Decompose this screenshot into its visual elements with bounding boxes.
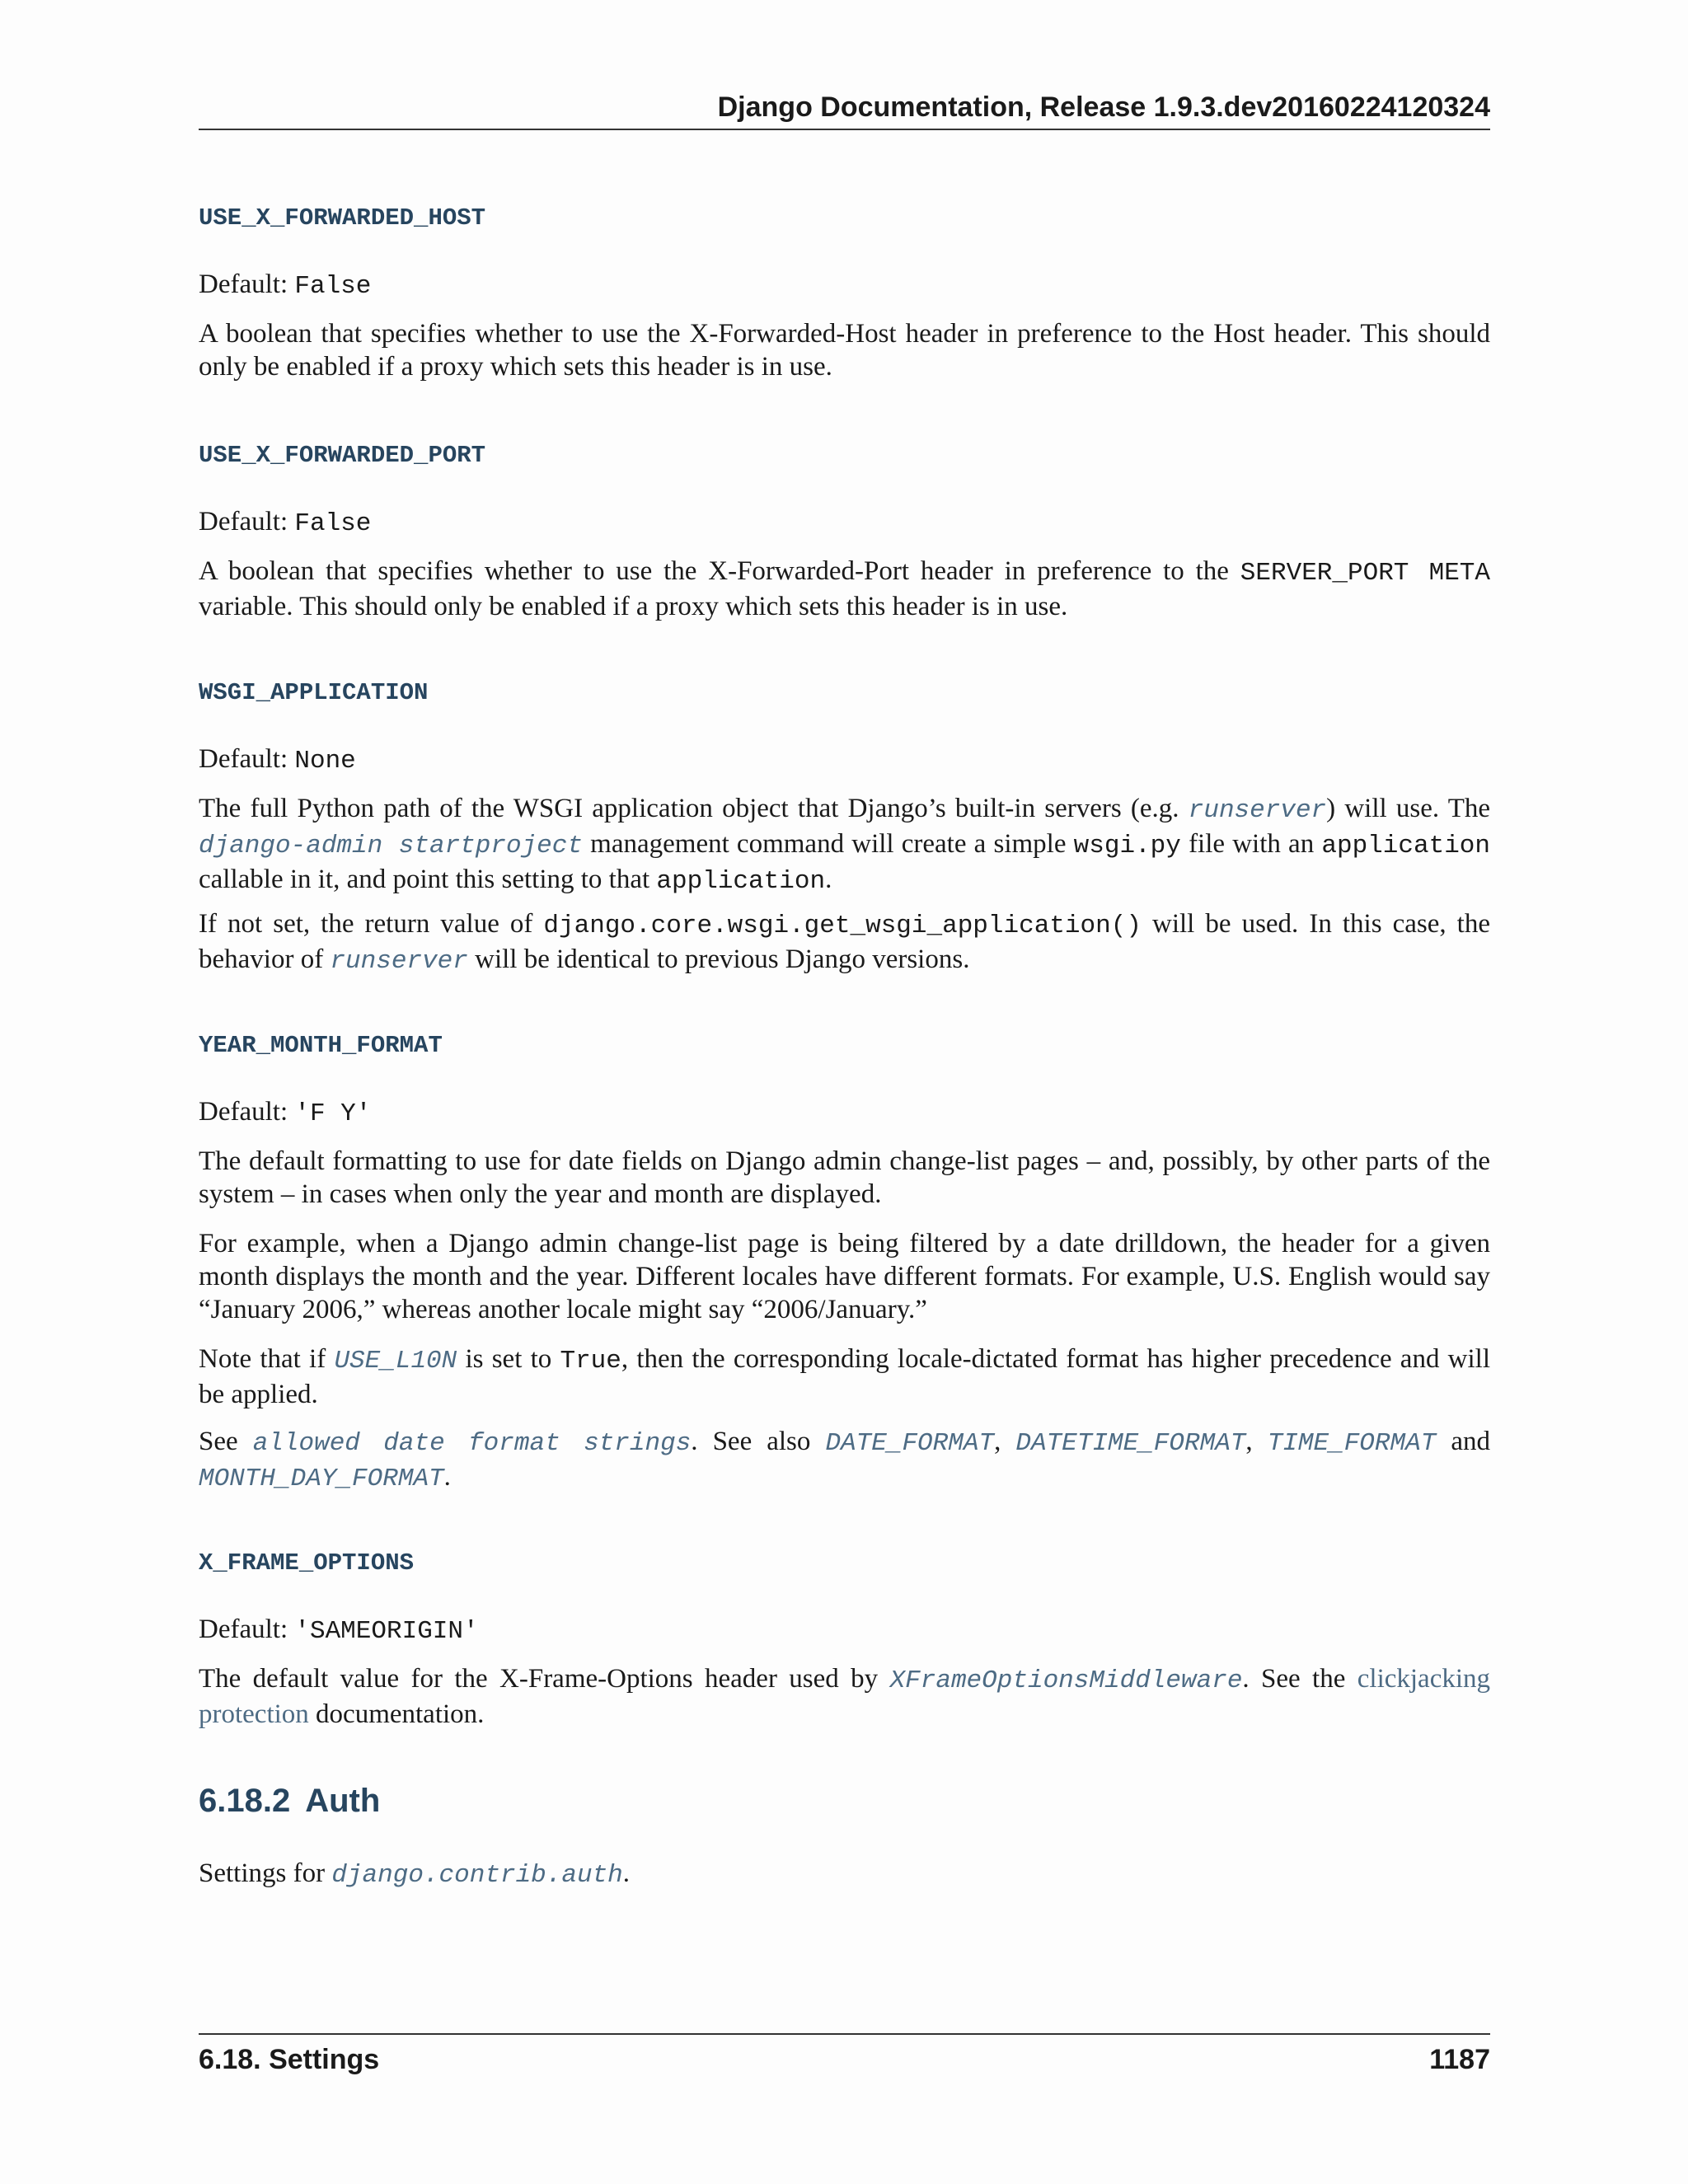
page-footer <box>199 2033 1490 2078</box>
default-value: False <box>294 272 372 301</box>
startproject-link[interactable]: django-admin startproject <box>199 832 583 860</box>
default-value: False <box>294 509 372 538</box>
paragraph: A boolean that specifies whether to use the X-Forwarded-Host header in preference to the Host header. This should only be enabled if a proxy which sets this header is in use. <box>199 319 1490 382</box>
setting-title: YEAR_MONTH_FORMAT <box>199 1032 443 1059</box>
clickjacking-link[interactable]: clickjacking protection <box>199 1664 1491 1729</box>
setting-title: USE_X_FORWARDED_PORT <box>199 442 486 469</box>
default-line: Default: 'F Y' <box>199 1097 372 1128</box>
default-value: None <box>294 747 356 776</box>
paragraph: The default value for the X-Frame-Options header used by XFrameOptionsMiddleware. See the clickjacking protection documentation. <box>199 1664 1491 1729</box>
setting-title: USE_X_FORWARDED_HOST <box>199 204 486 232</box>
default-line: Default: False <box>199 269 372 301</box>
paragraph: See allowed date format strings. See also DATE_FORMAT, DATETIME_FORMAT, TIME_FORMAT and MONTH_DAY_FORMAT. <box>199 1427 1491 1493</box>
page-number: 1187 <box>1429 2044 1490 2075</box>
default-value: 'SAMEORIGIN' <box>294 1617 479 1646</box>
default-line: Default: None <box>199 744 356 776</box>
datetime-format-link[interactable]: DATETIME_FORMAT <box>1015 1429 1246 1458</box>
time-format-link[interactable]: TIME_FORMAT <box>1267 1429 1437 1458</box>
date-format-link[interactable]: DATE_FORMAT <box>825 1429 995 1458</box>
xframe-middleware-link[interactable]: XFrameOptionsMiddleware <box>889 1666 1243 1695</box>
date-format-strings-link[interactable]: allowed date format strings <box>252 1429 692 1458</box>
runserver-link[interactable]: runserver <box>1188 796 1327 825</box>
month-day-format-link[interactable]: MONTH_DAY_FORMAT <box>199 1465 444 1493</box>
default-value: 'F Y' <box>294 1099 372 1128</box>
paragraph: The default formatting to use for date fields on Django admin change-list pages – and, possibly, by other parts of the system – in cases when only the year and month are displayed. <box>199 1146 1490 1209</box>
runserver-link[interactable]: runserver <box>330 947 468 976</box>
section-heading: 6.18.2 Auth <box>199 1783 381 1819</box>
document-page <box>199 0 1490 2184</box>
default-line: Default: 'SAMEORIGIN' <box>199 1615 479 1646</box>
contrib-auth-link[interactable]: django.contrib.auth <box>331 1861 623 1890</box>
use-l10n-link[interactable]: USE_L10N <box>334 1347 457 1376</box>
running-header: Django Documentation, Release 1.9.3.dev20160224120324 <box>199 89 1490 130</box>
paragraph: A boolean that specifies whether to use the X-Forwarded-Port header in preference to the SERVER_PORT META variable. This should only be enabled if a proxy which sets this header is in use. <box>199 556 1491 621</box>
default-line: Default: False <box>199 507 372 538</box>
paragraph: The full Python path of the WSGI application object that Django’s built-in servers (e.g. runserver) will use. The django-admin startproject management command will create a simple wsgi.py file with an application callable in it, and point this setting to that application. <box>199 794 1491 896</box>
paragraph: For example, when a Django admin change-list page is being filtered by a date drilldown, the header for a given month displays the month and the year. Different locales have different formats. For example, U.S. English would say “January 2006,” whereas another locale might say “2006/January.” <box>199 1229 1490 1324</box>
setting-title: X_FRAME_OPTIONS <box>199 1549 415 1577</box>
paragraph: If not set, the return value of django.core.wsgi.get_wsgi_application() will be used. In this case, the behavior of runserver will be identical to previous Django versions. <box>199 909 1490 976</box>
paragraph: Settings for django.contrib.auth. <box>199 1858 631 1890</box>
paragraph: Note that if USE_L10N is set to True, then the corresponding locale-dictated format has higher precedence and will be applied. <box>199 1344 1491 1409</box>
footer-section: 6.18. Settings <box>199 2044 380 2075</box>
setting-title: WSGI_APPLICATION <box>199 679 429 706</box>
